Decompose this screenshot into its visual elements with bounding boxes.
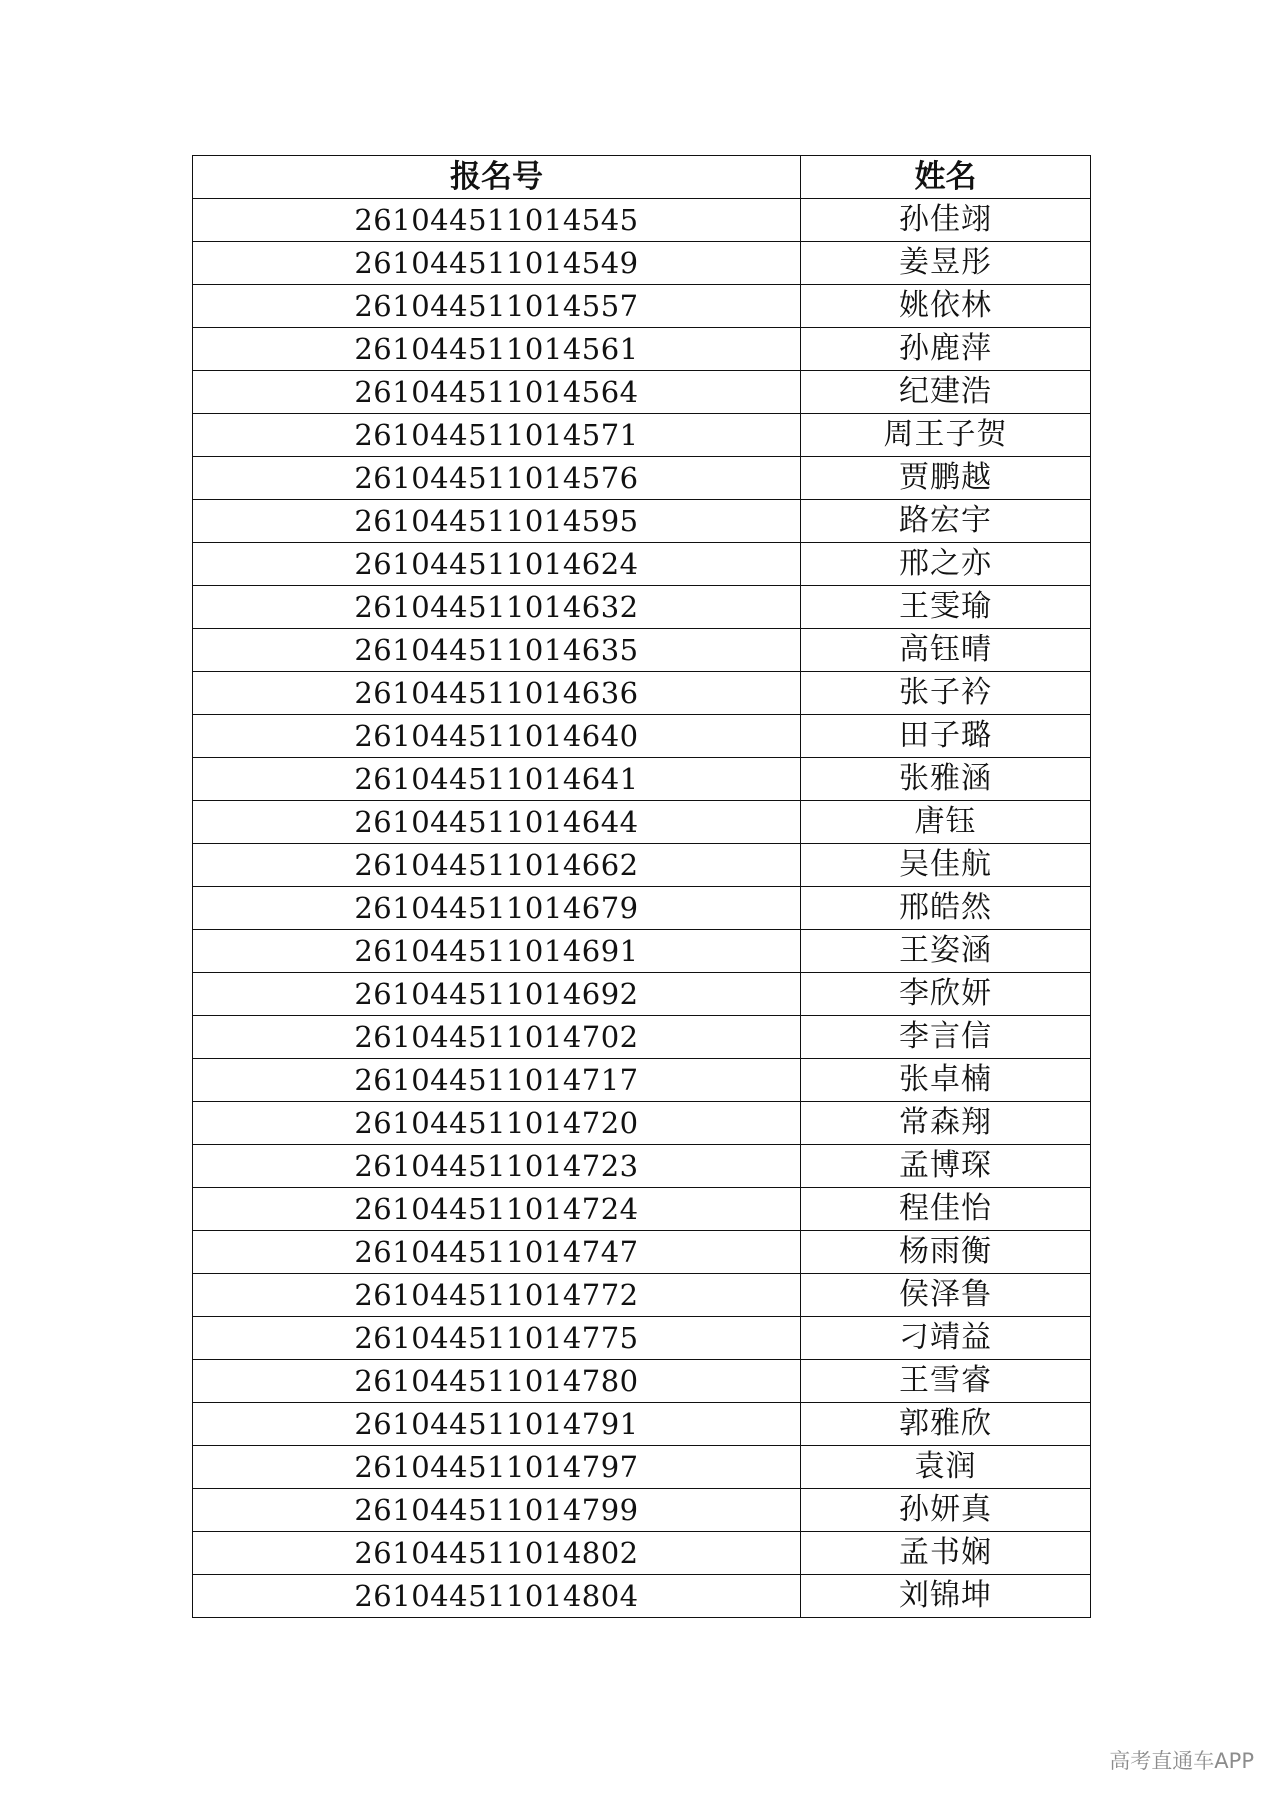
registration-number-cell: 261044511014561 — [193, 328, 801, 371]
registration-number-cell: 261044511014717 — [193, 1059, 801, 1102]
name-cell: 路宏宇 — [801, 500, 1091, 543]
registration-number-cell: 261044511014702 — [193, 1016, 801, 1059]
table-row — [193, 672, 1091, 715]
table-row — [193, 199, 1091, 242]
registration-number-cell: 261044511014804 — [193, 1575, 801, 1618]
registration-number-cell: 261044511014545 — [193, 199, 801, 242]
registration-number-cell: 261044511014644 — [193, 801, 801, 844]
table-row — [193, 457, 1091, 500]
table-row — [193, 1016, 1091, 1059]
registration-number-cell: 261044511014775 — [193, 1317, 801, 1360]
registration-number-cell: 261044511014799 — [193, 1489, 801, 1532]
name-cell: 王雪睿 — [801, 1360, 1091, 1403]
table-row — [193, 1489, 1091, 1532]
table-row — [193, 758, 1091, 801]
registration-number-cell: 261044511014549 — [193, 242, 801, 285]
registration-number-cell: 261044511014723 — [193, 1145, 801, 1188]
registration-number-cell: 261044511014641 — [193, 758, 801, 801]
table-row — [193, 1274, 1091, 1317]
table-row — [193, 629, 1091, 672]
table-row — [193, 1188, 1091, 1231]
name-cell: 孟博琛 — [801, 1145, 1091, 1188]
registration-number-cell: 261044511014557 — [193, 285, 801, 328]
name-cell: 纪建浩 — [801, 371, 1091, 414]
name-cell: 张雅涵 — [801, 758, 1091, 801]
table-row — [193, 1059, 1091, 1102]
name-cell: 刁靖益 — [801, 1317, 1091, 1360]
name-cell: 常森翔 — [801, 1102, 1091, 1145]
table-row — [193, 586, 1091, 629]
name-cell: 侯泽鲁 — [801, 1274, 1091, 1317]
name-cell: 邢皓然 — [801, 887, 1091, 930]
name-cell: 姜昱彤 — [801, 242, 1091, 285]
registration-number-cell: 261044511014632 — [193, 586, 801, 629]
table-row — [193, 371, 1091, 414]
table-row — [193, 543, 1091, 586]
table-row — [193, 1532, 1091, 1575]
registration-number-cell: 261044511014720 — [193, 1102, 801, 1145]
name-cell: 邢之亦 — [801, 543, 1091, 586]
table-row — [193, 285, 1091, 328]
table-row — [193, 1231, 1091, 1274]
column-header-name: 姓名 — [801, 156, 1091, 199]
registration-number-cell: 261044511014564 — [193, 371, 801, 414]
table-row — [193, 973, 1091, 1016]
table-row — [193, 844, 1091, 887]
registration-number-cell: 261044511014692 — [193, 973, 801, 1016]
name-cell: 孙鹿萍 — [801, 328, 1091, 371]
registration-number-cell: 261044511014797 — [193, 1446, 801, 1489]
table-body — [193, 199, 1091, 1618]
name-cell: 田子璐 — [801, 715, 1091, 758]
name-cell: 孙妍真 — [801, 1489, 1091, 1532]
registration-number-cell: 261044511014802 — [193, 1532, 801, 1575]
table-row — [193, 1403, 1091, 1446]
name-cell: 姚依林 — [801, 285, 1091, 328]
name-cell: 袁润 — [801, 1446, 1091, 1489]
table-row — [193, 500, 1091, 543]
registration-number-cell: 261044511014595 — [193, 500, 801, 543]
name-cell: 吴佳航 — [801, 844, 1091, 887]
name-cell: 唐钰 — [801, 801, 1091, 844]
registration-number-cell: 261044511014662 — [193, 844, 801, 887]
name-cell: 孙佳翊 — [801, 199, 1091, 242]
registration-number-cell: 261044511014747 — [193, 1231, 801, 1274]
name-cell: 王姿涵 — [801, 930, 1091, 973]
name-cell: 李欣妍 — [801, 973, 1091, 1016]
table-row — [193, 1360, 1091, 1403]
table-row — [193, 801, 1091, 844]
table-row — [193, 328, 1091, 371]
name-cell: 刘锦坤 — [801, 1575, 1091, 1618]
name-cell: 程佳怡 — [801, 1188, 1091, 1231]
watermark-text: 高考直通车APP — [1109, 1749, 1254, 1773]
header-row — [193, 156, 1091, 199]
registration-number-cell: 261044511014640 — [193, 715, 801, 758]
table-row — [193, 1145, 1091, 1188]
name-cell: 郭雅欣 — [801, 1403, 1091, 1446]
registration-number-cell: 261044511014636 — [193, 672, 801, 715]
table-row — [193, 1575, 1091, 1618]
registration-number-cell: 261044511014691 — [193, 930, 801, 973]
registration-number-cell: 261044511014635 — [193, 629, 801, 672]
name-cell: 高钰晴 — [801, 629, 1091, 672]
table-row — [193, 242, 1091, 285]
table-row — [193, 887, 1091, 930]
registration-number-cell: 261044511014571 — [193, 414, 801, 457]
table-row — [193, 1102, 1091, 1145]
registration-number-cell: 261044511014780 — [193, 1360, 801, 1403]
table-row — [193, 715, 1091, 758]
table-row — [193, 1446, 1091, 1489]
name-cell: 杨雨衡 — [801, 1231, 1091, 1274]
name-cell: 孟书娴 — [801, 1532, 1091, 1575]
name-cell: 张卓楠 — [801, 1059, 1091, 1102]
registration-number-cell: 261044511014791 — [193, 1403, 801, 1446]
column-header-registration-number: 报名号 — [193, 156, 801, 199]
registration-number-cell: 261044511014576 — [193, 457, 801, 500]
registration-number-cell: 261044511014624 — [193, 543, 801, 586]
registration-number-cell: 261044511014679 — [193, 887, 801, 930]
table-row — [193, 1317, 1091, 1360]
name-cell: 贾鹏越 — [801, 457, 1091, 500]
table-row — [193, 414, 1091, 457]
name-cell: 李言信 — [801, 1016, 1091, 1059]
table-row — [193, 930, 1091, 973]
name-cell: 周王子贺 — [801, 414, 1091, 457]
name-cell: 张子衿 — [801, 672, 1091, 715]
roster-table — [192, 155, 1091, 1618]
name-cell: 王雯瑜 — [801, 586, 1091, 629]
registration-number-cell: 261044511014772 — [193, 1274, 801, 1317]
registration-number-cell: 261044511014724 — [193, 1188, 801, 1231]
